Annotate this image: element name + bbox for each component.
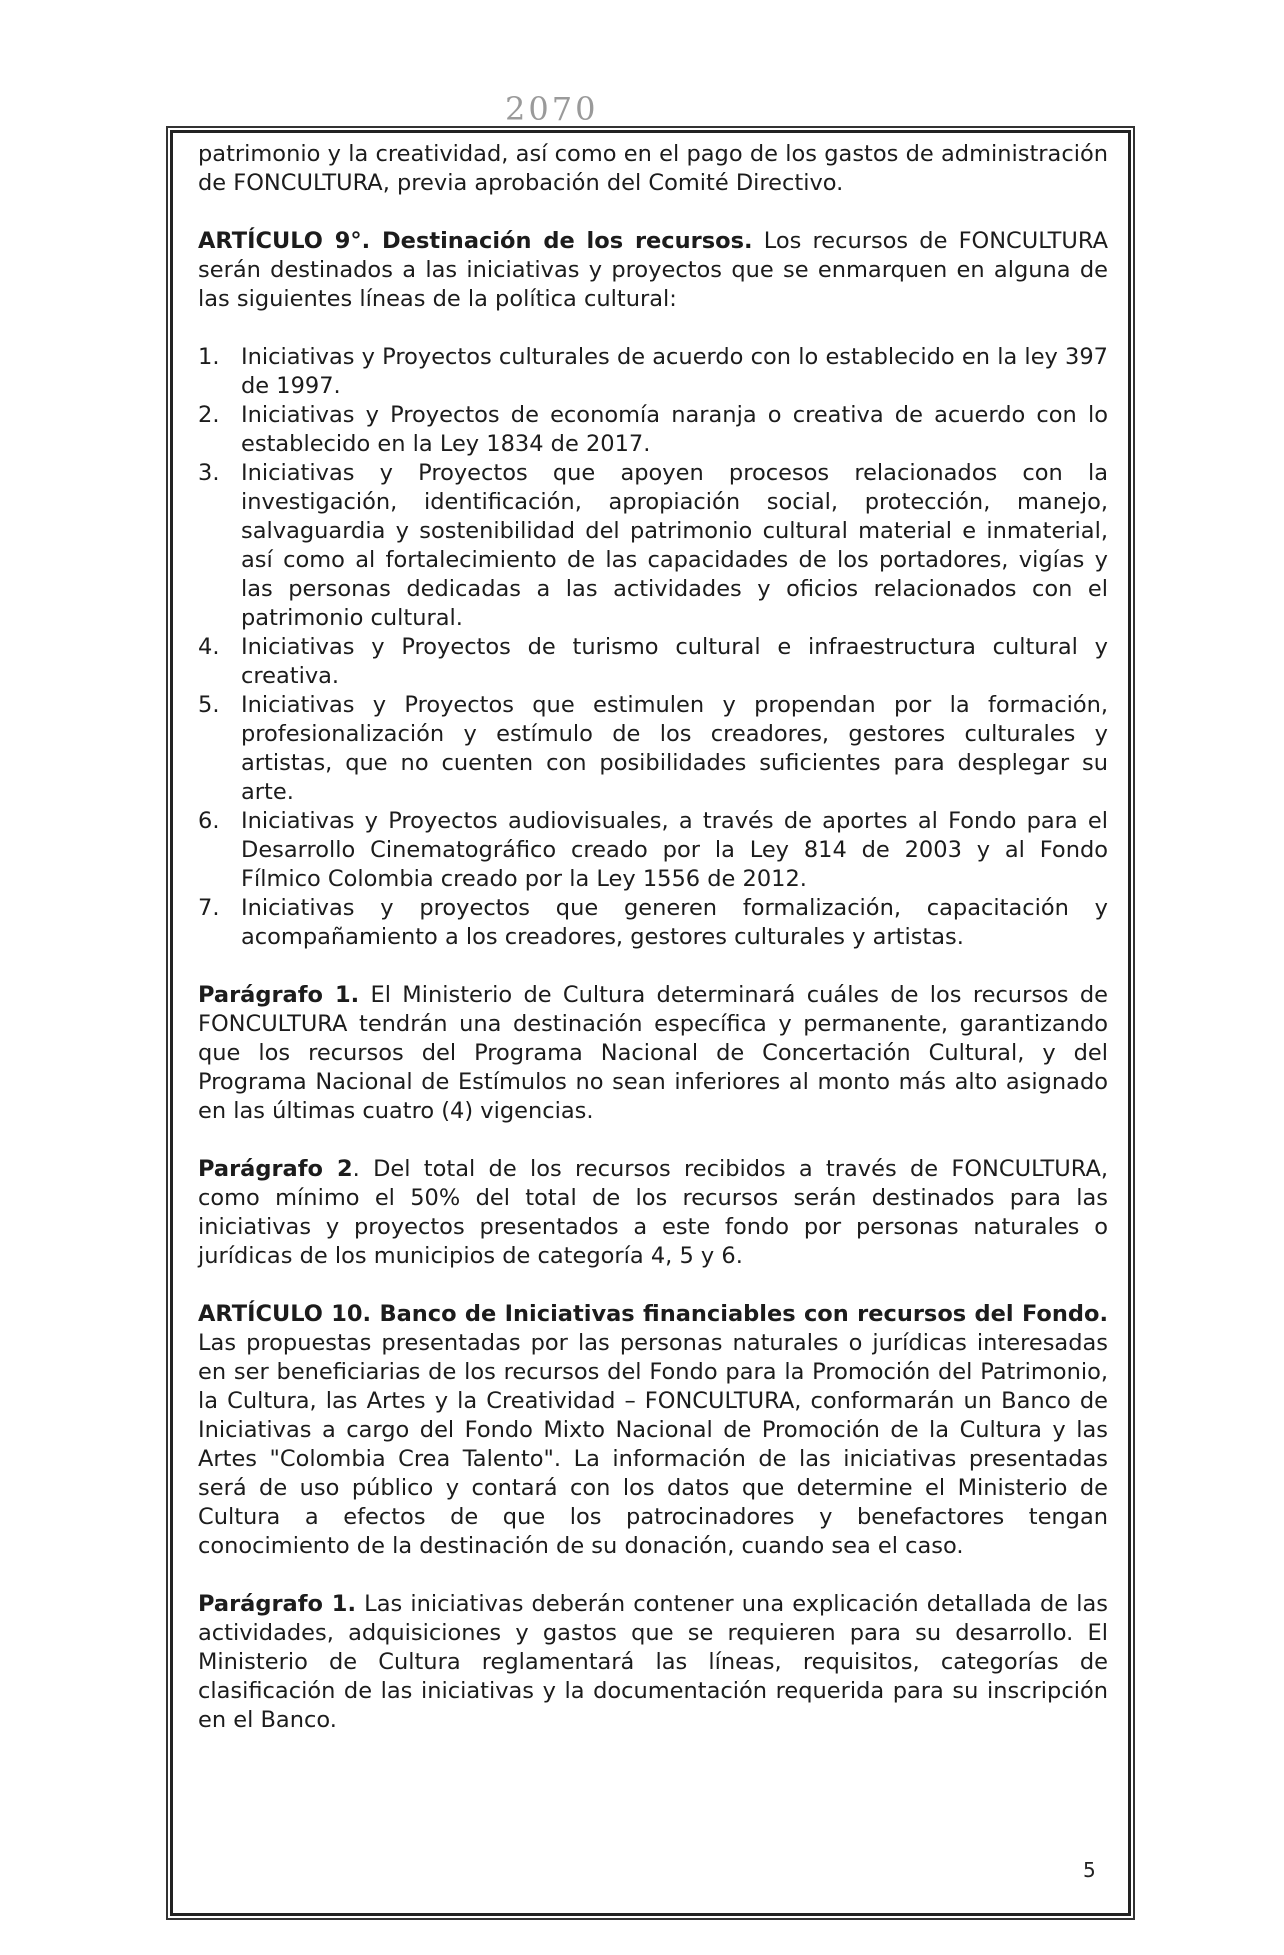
list-item-number: 2. <box>198 402 220 428</box>
list-item-text: Iniciativas y Proyectos audiovisuales, a través de aportes al Fondo para el Desarrollo Cinematográfico creado por la Ley 814 de 2003 y al Fondo Fílmico Colombia creado por la Ley 1556 de 2012. <box>241 808 1108 892</box>
article-9-paragraph-1 <box>198 981 1108 1126</box>
paragraph-2-text: . Del total de los recursos recibidos a través de FONCULTURA, como mínimo el 50% del total de los recursos serán destinados para las iniciativas y proyectos presentados a este fondo por personas naturales o jurídicas de los municipios de categoría 4, 5 y 6. <box>198 1156 1108 1269</box>
list-item-number: 7. <box>198 895 220 921</box>
list-item-text: Iniciativas y Proyectos de economía naranja o creativa de acuerdo con lo establecido en la Ley 1834 de 2017. <box>241 402 1108 457</box>
article-9-text: Los recursos de FONCULTURA serán destinados a las iniciativas y proyectos que se enmarquen en alguna de las siguientes líneas de la política cultural: <box>198 228 1109 312</box>
list-item-text: Iniciativas y Proyectos que estimulen y propendan por la formación, profesionalización y estímulo de los creadores, gestores culturales y artistas, que no cuenten con posibilidades suficientes para desplegar su arte. <box>241 692 1108 805</box>
intro-paragraph: patrimonio y la creatividad, así como en el pago de los gastos de administración de FONCULTURA, previa aprobación del Comité Directivo. <box>198 141 1108 196</box>
article-9-paragraph-2 <box>198 1155 1108 1271</box>
article-10-paragraph-1-text: Las iniciativas deberán contener una explicación detallada de las actividades, adquisiciones y gastos que se requieren para su desarrollo. El Ministerio de Cultura reglamentará las líneas, requisitos, categorías de clasificación de las iniciativas y la documentación requerida para su inscripción en el Banco. <box>198 1591 1108 1733</box>
list-item-number: 4. <box>198 634 220 660</box>
paragraph-2-heading: Parágrafo 2 <box>198 1156 353 1182</box>
list-item <box>198 807 1108 894</box>
list-item <box>198 401 1108 459</box>
list-item-text: Iniciativas y Proyectos culturales de acuerdo con lo establecido en la ley 397 de 1997. <box>241 344 1108 399</box>
list-item-number: 5. <box>198 692 220 718</box>
article-10-text: Las propuestas presentadas por las personas naturales o jurídicas interesadas en ser beneficiarias de los recursos del Fondo para la Promoción del Patrimonio, la Cultura, las Artes y la Creatividad – FONCULTURA, conformarán un Banco de Iniciativas a cargo del Fondo Mixto Nacional de Promoción de la Cultura y las Artes "Colombia Crea Talento". La información de las iniciativas presentadas será de uso público y contará con los datos que determine el Ministerio de Cultura a efectos de que los patrocinadores y benefactores tengan conocimiento de la destinación de su donación, cuando sea el caso. <box>198 1330 1108 1559</box>
list-item-number: 1. <box>198 344 220 370</box>
page-stamp-number: 2070 <box>505 90 599 128</box>
list-item <box>198 459 1108 633</box>
article-10-paragraph <box>198 1300 1108 1561</box>
list-item <box>198 343 1108 401</box>
article-9-paragraph <box>198 227 1108 314</box>
list-item-text: Iniciativas y proyectos que generen formalización, capacitación y acompañamiento a los creadores, gestores culturales y artistas. <box>241 895 1108 950</box>
article-10-heading: ARTÍCULO 10. Banco de Iniciativas financiables con recursos del Fondo. <box>198 1301 1108 1327</box>
paragraph-1-heading: Parágrafo 1. <box>198 982 360 1008</box>
page-number: 5 <box>1083 1858 1096 1882</box>
list-item <box>198 894 1108 952</box>
article-10-paragraph-1 <box>198 1590 1108 1735</box>
list-item-number: 3. <box>198 460 220 486</box>
paragraph-1-text: El Ministerio de Cultura determinará cuáles de los recursos de FONCULTURA tendrán una destinación específica y permanente, garantizando que los recursos del Programa Nacional de Concertación Cultural, y del Programa Nacional de Estímulos no sean inferiores al monto más alto asignado en las últimas cuatro (4) vigencias. <box>198 982 1108 1124</box>
list-item-number: 6. <box>198 808 220 834</box>
article-9-heading: ARTÍCULO 9°. Destinación de los recursos. <box>198 228 753 254</box>
policy-lines-list <box>198 343 1108 952</box>
article-10-paragraph-1-heading: Parágrafo 1. <box>198 1591 357 1617</box>
list-item-text: Iniciativas y Proyectos de turismo cultural e infraestructura cultural y creativa. <box>241 634 1108 689</box>
list-item <box>198 633 1108 691</box>
document-body <box>198 140 1108 1735</box>
list-item <box>198 691 1108 807</box>
list-item-text: Iniciativas y Proyectos que apoyen procesos relacionados con la investigación, identificación, apropiación social, protección, manejo, salvaguardia y sostenibilidad del patrimonio cultural material e inmaterial, así como al fortalecimiento de las capacidades de los portadores, vigías y las personas dedicadas a las actividades y oficios relacionados con el patrimonio cultural. <box>241 460 1108 631</box>
